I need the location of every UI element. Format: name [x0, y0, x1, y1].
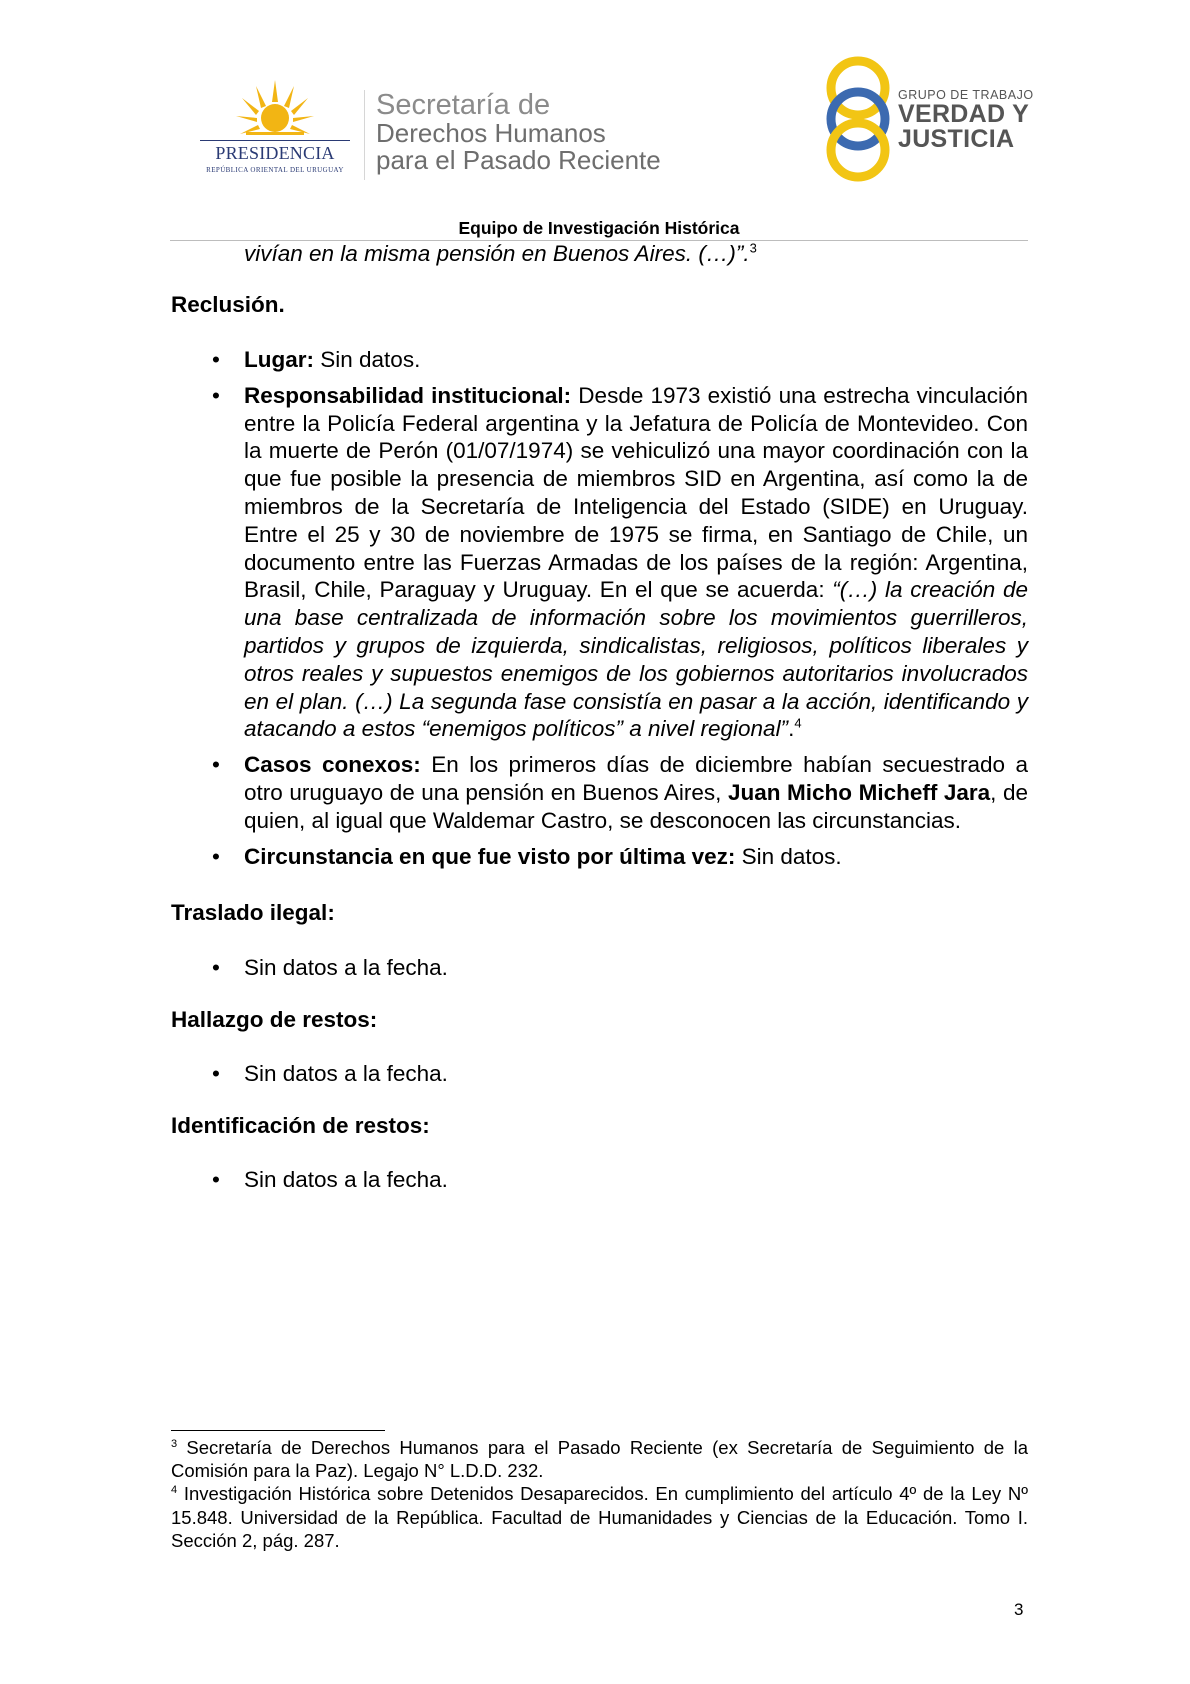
visto-label: Circunstancia en que fue visto por última vez: [244, 843, 736, 869]
bullet-icon: • [212, 382, 220, 408]
responsabilidad-text: Desde 1973 existió una estrecha vinculación entre la Policía Federal argentina y la Jefatura de Policía de Montevideo. Con la muerte de Perón (01/07/1974) se vehiculizó una mayor coordinación con la que fue posible la presencia de miembros SID en Argentina, así como la de miembros de la Secretaría de Inteligencia del Estado (SIDE) en Uruguay. Entre el 25 y 30 de noviembre de 1975 se firma, en Santiago de Chile, un documento entre las Fuerzas Armadas de los países de la región: Argentina, Brasil, Chile, Paraguay y Uruguay. En el que se acuerda: [244, 382, 1028, 603]
footnote-ref-3: 3 [749, 240, 757, 256]
footnote-3 [171, 1436, 1028, 1482]
footnote-4 [171, 1482, 1028, 1552]
list-item-traslado [208, 954, 1028, 982]
footnote-separator [171, 1430, 385, 1431]
list-item-hallazgo [208, 1060, 1028, 1088]
section-title-hallazgo: Hallazgo de restos: [171, 1007, 378, 1032]
bullet-icon: • [212, 1167, 220, 1192]
footnote-number: 4 [171, 1484, 178, 1497]
bullet-icon: • [212, 843, 220, 869]
casos-label: Casos conexos: [244, 752, 421, 778]
list-item-lugar [208, 346, 1028, 374]
footnote-number: 3 [171, 1437, 178, 1450]
bullet-icon: • [212, 347, 220, 372]
footnote-text: Investigación Histórica sobre Detenidos Desaparecidos. En cumplimiento del artículo 4º de la Ley Nº 15.848. Universidad de la República. Facultad de Humanidades y Ciencias de la Educación. Tomo I. Sección 2, pág. 287. [171, 1483, 1028, 1551]
bullet-icon: • [212, 955, 220, 980]
lugar-label: Lugar: [244, 347, 314, 372]
casos-name: Juan Micho Micheff Jara [727, 779, 991, 805]
verdad-justicia-rings-icon [823, 56, 893, 182]
secretaria-line-1: Secretaría de [376, 89, 551, 121]
vyj-line-1: VERDAD Y [898, 100, 1030, 128]
secretaria-line-3: para el Pasado Reciente [376, 145, 661, 175]
list-item-responsabilidad [208, 382, 1028, 743]
hallazgo-list [208, 1060, 1028, 1088]
quote-continuation [244, 241, 757, 267]
section-title-reclusion: Reclusión. [171, 292, 285, 317]
presidencia-logo [196, 80, 354, 180]
footnote-text: Secretaría de Derechos Humanos para el Pasado Reciente (ex Secretaría de Seguimiento de la Comisión para la Paz). Legajo N° L.D.D. 232. [171, 1437, 1028, 1482]
page-number: 3 [1014, 1600, 1024, 1619]
responsabilidad-end: . [788, 716, 795, 742]
lugar-value: Sin datos. [314, 347, 421, 372]
footnotes [171, 1436, 1028, 1552]
list-item-casos-conexos [208, 751, 1028, 834]
bullet-icon: • [212, 752, 220, 778]
section-title-identificacion: Identificación de restos: [171, 1113, 430, 1138]
presidencia-name: PRESIDENCIA [215, 143, 335, 163]
bullet-icon: • [212, 1061, 220, 1086]
hallazgo-item: Sin datos a la fecha. [244, 1061, 448, 1086]
traslado-item: Sin datos a la fecha. [244, 955, 448, 980]
quote-continuation-text: vivían en la misma pensión en Buenos Aires. (…)”. [244, 241, 750, 266]
secretaria-logotype [376, 90, 661, 174]
presidencia-subtitle: REPÚBLICA ORIENTAL DEL URUGUAY [206, 166, 344, 174]
responsabilidad-label: Responsabilidad institucional: [244, 382, 572, 408]
header-divider [364, 90, 365, 180]
vyj-small-line: GRUPO DE TRABAJO [898, 88, 1034, 102]
presidencia-rule [200, 140, 350, 141]
verdad-justicia-logotype [898, 88, 1034, 152]
sun-emblem-icon [236, 80, 314, 140]
identificacion-item: Sin datos a la fecha. [244, 1167, 448, 1192]
list-item-identificacion [208, 1166, 1028, 1194]
casos-text-2: , de quien, al igual que Waldemar Castro, se desconocen las circunstancias. [244, 779, 1028, 833]
secretaria-line-2: Derechos Humanos [376, 118, 606, 148]
section-title-traslado: Traslado ilegal: [171, 900, 335, 925]
team-heading: Equipo de Investigación Histórica [458, 218, 740, 238]
casos-text-1: En los primeros días de diciembre habían secuestrado a otro uruguayo de una pensión en Buenos Aires, [244, 752, 1029, 805]
list-item-visto [208, 843, 1028, 871]
traslado-list [208, 954, 1028, 982]
responsabilidad-quote: “(…) la creación de una base centralizada de información sobre los movimientos guerrilleros, partidos y grupos de izquierda, sindicalistas, religiosos, políticos liberales y otros reales y supuestos enemigos de los gobiernos autoritarios involucrados en el plan. (…) La segunda fase consistía en pasar a la acción, identificando y atacando a estos “enemigos políticos” a nivel regional” [244, 577, 1028, 742]
vyj-line-2: JUSTICIA [898, 125, 1015, 153]
reclusion-list [208, 346, 1028, 870]
footnote-ref-4: 4 [794, 715, 802, 731]
identificacion-list [208, 1166, 1028, 1194]
visto-value: Sin datos. [735, 843, 842, 869]
